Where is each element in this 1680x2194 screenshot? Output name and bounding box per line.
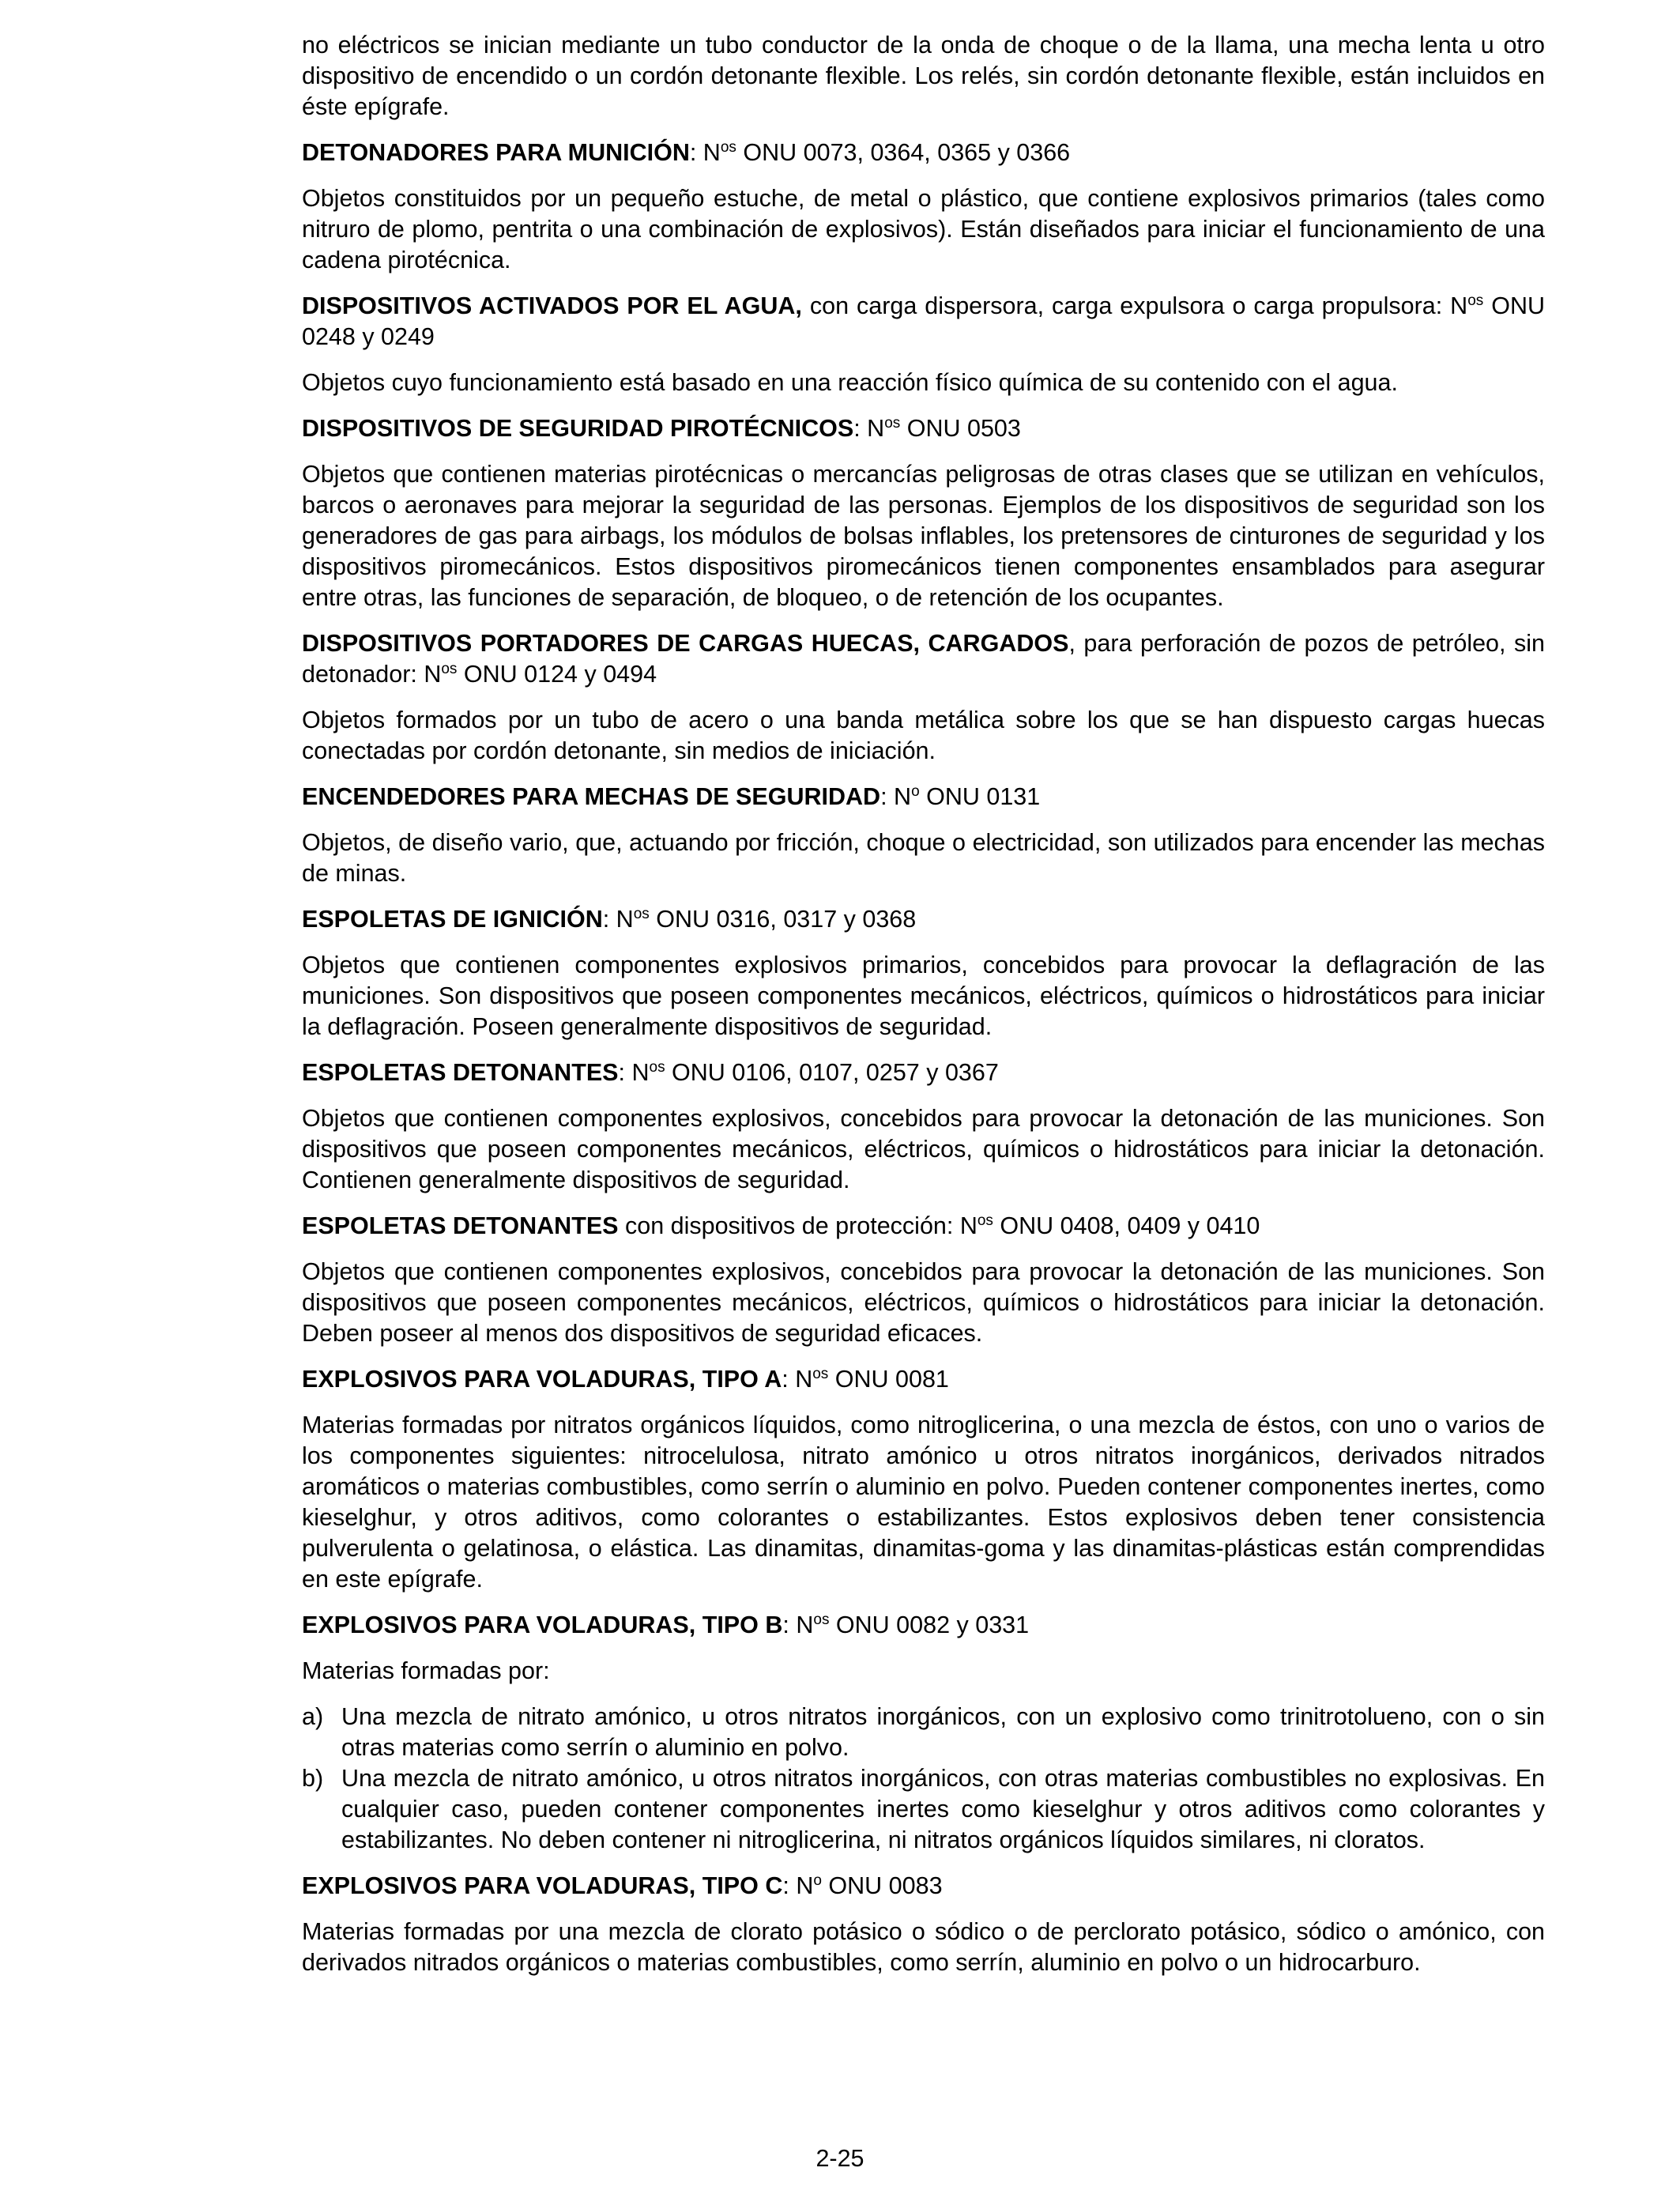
entry-heading	[302, 138, 1545, 168]
entry-heading-text: : N	[618, 1059, 650, 1086]
entry-heading	[302, 628, 1545, 690]
entry-un-numbers: ONU 0503	[900, 415, 1021, 442]
entry-un-numbers: ONU 0073, 0364, 0365 y 0366	[736, 139, 1071, 166]
entry-heading-text: : N	[880, 783, 912, 810]
composition-list	[302, 1702, 1545, 1856]
entry-heading-text: con carga dispersora, carga expulsora o carga propulsora: N	[801, 292, 1468, 319]
intro-paragraph: no eléctricos se inician mediante un tubo conductor de la onda de choque o de la llama, una mecha lenta u otro dispositivo de encendido o un cordón detonante flexible. Los relés, sin cordón detonante flexible, están incluidos en éste epígrafe.	[302, 32, 1545, 120]
entry-title: EXPLOSIVOS PARA VOLADURAS, TIPO C	[302, 1872, 783, 1899]
entry-heading	[302, 1364, 1545, 1395]
document-page	[302, 30, 1545, 1993]
entry-number-superscript: os	[649, 1058, 665, 1076]
entry-heading-text: : N	[602, 906, 634, 933]
entry-number-superscript: os	[812, 1365, 829, 1382]
entry-heading-text: : N	[782, 1872, 814, 1899]
entry-description: Objetos que contienen materias pirotécnicas o mercancías peligrosas de otras clases que se utilizan en vehículos, barcos o aeronaves para mejorar la seguridad de las personas. Ejemplos de los dispositivos de seguridad son los generadores de gas para airbags, los módulos de bolsas inflables, los pretensores de cinturones de seguridad y los dispositivos piromecánicos. Estos dispositivos piromecánicos tienen componentes ensamblados para asegurar entre otras, las funciones de separación, de bloqueo, o de retención de los ocupantes.	[302, 461, 1545, 611]
list-marker: b)	[302, 1765, 324, 1792]
entry-title: ESPOLETAS DETONANTES	[302, 1059, 619, 1086]
list-item-text: Una mezcla de nitrato amónico, u otros nitratos inorgánicos, con un explosivo como trinitrotolueno, con o sin otras materias como serrín o aluminio en polvo.	[341, 1703, 1545, 1761]
entry-heading	[302, 782, 1545, 812]
entry-un-numbers: ONU 0408, 0409 y 0410	[993, 1212, 1260, 1239]
entry-un-numbers: ONU 0131	[919, 783, 1041, 810]
entry-description: Materias formadas por nitratos orgánicos líquidos, como nitroglicerina, o una mezcla de éstos, con uno o varios de los componentes siguientes: nitrocelulosa, nitrato amónico u otros nitratos inorgánicos, derivados nitrados aromáticos o materias combustibles, como serrín o aluminio en polvo. Pueden contener componentes inertes, como kieselghur, y otros aditivos, como colorantes o estabilizantes. Estos explosivos deben tener consistencia pulverulenta o gelatinosa, o elástica. Las dinamitas, dinamitas-goma y las dinamitas-plásticas están comprendidas en este epígrafe.	[302, 1412, 1545, 1593]
page-number: 2-25	[816, 2145, 864, 2172]
entry-un-numbers: ONU 0248 y 0249	[302, 292, 1546, 350]
entry-heading-text: , para perforación de pozos de petróleo, sin detonador: N	[302, 630, 1545, 688]
entry-number-superscript: os	[813, 1611, 830, 1628]
entry-number-superscript: os	[441, 660, 458, 677]
entry-number-superscript: os	[884, 414, 901, 432]
entry-number-superscript: os	[720, 138, 736, 156]
entry-un-numbers: ONU 0316, 0317 y 0368	[649, 906, 917, 933]
entry-un-numbers: ONU 0124 y 0494	[457, 661, 657, 688]
entry-heading	[302, 1057, 1545, 1088]
entry-title: DISPOSITIVOS PORTADORES DE CARGAS HUECAS, CARGADOS	[302, 630, 1069, 657]
entry-number-superscript: o	[911, 782, 920, 800]
list-item	[302, 1763, 1545, 1856]
entry-heading	[302, 904, 1545, 935]
entry-heading-text: : N	[782, 1366, 813, 1393]
entry-heading	[302, 291, 1545, 352]
entry-title: DISPOSITIVOS DE SEGURIDAD PIROTÉCNICOS	[302, 415, 854, 442]
list-item	[302, 1702, 1545, 1763]
entry-number-superscript: o	[813, 1872, 822, 1889]
entry-heading-text: con dispositivos de protección: N	[618, 1212, 977, 1239]
entry-title: EXPLOSIVOS PARA VOLADURAS, TIPO A	[302, 1366, 782, 1393]
entry-title: ESPOLETAS DE IGNICIÓN	[302, 906, 603, 933]
entry-title: EXPLOSIVOS PARA VOLADURAS, TIPO B	[302, 1612, 783, 1638]
entry-heading-text: : N	[782, 1612, 814, 1638]
entry-number-superscript: os	[633, 905, 650, 922]
entry-number-superscript: os	[1467, 292, 1484, 309]
entry-un-numbers: ONU 0106, 0107, 0257 y 0367	[665, 1059, 999, 1086]
entry-description: Objetos que contienen componentes explosivos, concebidos para provocar la detonación de las municiones. Son dispositivos que poseen componentes mecánicos, eléctricos, químicos o hidrostáticos para iniciar la detonación. Deben poseer al menos dos dispositivos de seguridad eficaces.	[302, 1258, 1545, 1347]
list-marker: a)	[302, 1703, 324, 1730]
entry-heading	[302, 1610, 1545, 1641]
entry-title: ESPOLETAS DETONANTES	[302, 1212, 619, 1239]
entry-heading	[302, 1871, 1545, 1902]
entry-description: Objetos constituidos por un pequeño estuche, de metal o plástico, que contiene explosivos primarios (tales como nitruro de plomo, pentrita o una combinación de explosivos). Están diseñados para iniciar el funcionamiento de una cadena pirotécnica.	[302, 185, 1545, 273]
list-item-text: Una mezcla de nitrato amónico, u otros nitratos inorgánicos, con otras materias combustibles no explosivas. En cualquier caso, pueden contener componentes inertes como kieselghur y otros aditivos como colorantes y estabilizantes. No deben contener ni nitroglicerina, ni nitratos orgánicos líquidos similares, ni cloratos.	[341, 1765, 1545, 1853]
entry-description: Objetos, de diseño vario, que, actuando por fricción, choque o electricidad, son utilizados para encender las mechas de minas.	[302, 829, 1545, 887]
entry-description: Objetos formados por un tubo de acero o una banda metálica sobre los que se han dispuesto cargas huecas conectadas por cordón detonante, sin medios de iniciación.	[302, 707, 1545, 764]
entry-heading	[302, 1211, 1545, 1242]
entry-title: ENCENDEDORES PARA MECHAS DE SEGURIDAD	[302, 783, 881, 810]
entry-un-numbers: ONU 0083	[821, 1872, 943, 1899]
entry-title: DETONADORES PARA MUNICIÓN	[302, 139, 690, 166]
entry-heading	[302, 413, 1545, 444]
entry-un-numbers: ONU 0082 y 0331	[829, 1612, 1030, 1638]
entry-heading-text: : N	[853, 415, 885, 442]
entry-heading-text: : N	[689, 139, 721, 166]
entry-description: Materias formadas por una mezcla de clorato potásico o sódico o de perclorato potásico, sódico o amónico, con derivados nitrados orgánicos o materias combustibles, como serrín, aluminio en polvo o un hidrocarburo.	[302, 1918, 1545, 1976]
entry-description: Objetos que contienen componentes explosivos, concebidos para provocar la detonación de las municiones. Son dispositivos que poseen componentes mecánicos, eléctricos, químicos o hidrostáticos para iniciar la detonación. Contienen generalmente dispositivos de seguridad.	[302, 1105, 1545, 1193]
entry-description: Objetos cuyo funcionamiento está basado en una reacción físico química de su contenido con el agua.	[302, 369, 1398, 396]
entry-description: Objetos que contienen componentes explosivos primarios, concebidos para provocar la deflagración de las municiones. Son dispositivos que poseen componentes mecánicos, eléctricos, químicos o hidrostáticos para iniciar la deflagración. Poseen generalmente dispositivos de seguridad.	[302, 952, 1545, 1040]
entry-title: DISPOSITIVOS ACTIVADOS POR EL AGUA,	[302, 292, 802, 319]
entry-un-numbers: ONU 0081	[828, 1366, 949, 1393]
entry-number-superscript: os	[977, 1212, 993, 1229]
entry-lead-text: Materias formadas por:	[302, 1657, 550, 1684]
